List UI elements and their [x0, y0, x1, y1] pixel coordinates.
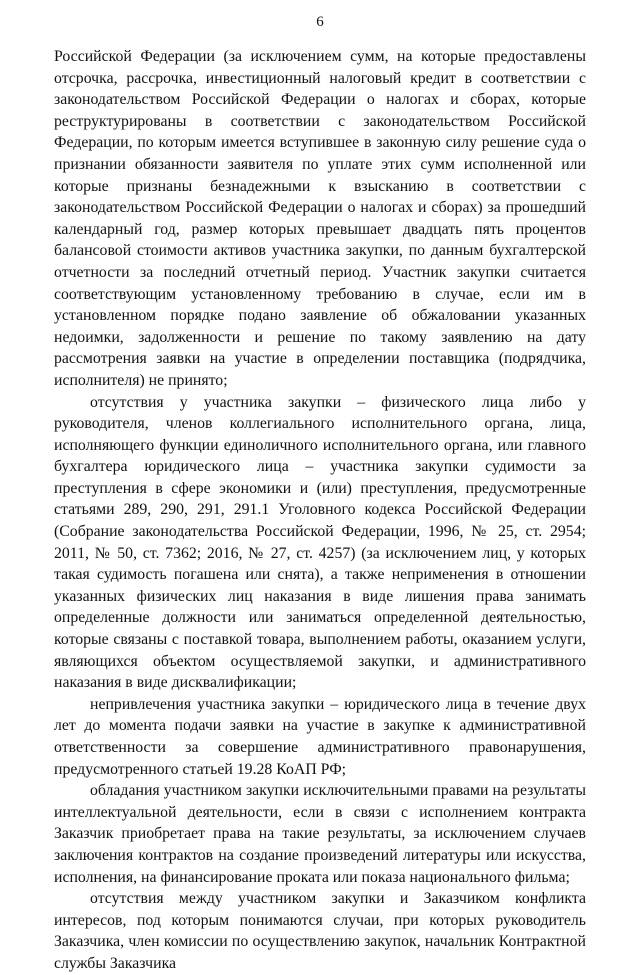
paragraph-no-conflict-of-interest: отсутствия между участником закупки и Заказчиком конфликта интересов, под которым понимаются случаи, при которых руководитель Заказчика, член комиссии по осуществлению закупок, начальник Контрактной службы Заказчика — [54, 890, 586, 972]
document-body — [54, 46, 586, 975]
page-number: 6 — [316, 14, 324, 30]
paragraph-no-criminal-record: отсутствия у участника закупки – физического лица либо у руководителя, членов коллегиального исполнительного органа, лица, исполняющего функции единоличного исполнительного органа, или главного бухгалтера юридического лица – участника закупки судимости за преступления в сфере экономики и (или) преступления, предусмотренные статьями 289, 290, 291, 291.1 Уголовного кодекса Российской Федерации (Собрание законодательства Российской Федерации, 1996, № 25, ст. 2954; 2011, № 50, ст. 7362; 2016, № 27, ст. 4257) (за исключением лиц, у которых такая судимость погашена или снята), а также неприменения в отношении указанных физических лиц наказания в виде лишения права занимать определенные должности или заниматься определенной деятельностью, которые связаны с поставкой товара, выполнением работы, оказанием услуги, являющихся объектом осуществляемой закупки, и административного наказания в виде дисквалификации; — [54, 393, 586, 692]
paragraph-tax-arrears-continuation: Российской Федерации (за исключением сумм, на которые предоставлены отсрочка, рассрочка, инвестиционный налоговый кредит в соответствии с законодательством Российской Федерации о налогах и сборах, которые реструктурированы в соответствии с законодательством Российской Федерации, по которым имеется вступившее в законную силу решение суда о признании обязанности заявителя по уплате этих сумм исполненной или которые признаны безнадежными к взысканию в соответствии с законодательством Российской Федерации о налогах и сборах) за прошедший календарный год, размер которых превышает двадцать пять процентов балансовой стоимости активов участника закупки, по данным бухгалтерской отчетности за последний отчетный период. Участник закупки считается соответствующим установленному требованию в случае, если им в установленном порядке подано заявление об обжаловании указанных недоимки, задолженности и решение по такому заявлению на дату рассмотрения заявки на участие в определении поставщика (подрядчика, исполнителя) не принято; — [54, 48, 586, 389]
paragraph-exclusive-rights: обладания участником закупки исключительными правами на результаты интеллектуальной деятельности, если в связи с исполнением контракта Заказчик приобретает права на такие результаты, за исключением случаев заключения контрактов на создание произведений литературы или искусства, исполнения, на финансирование проката или показа национального фильма; — [54, 782, 586, 886]
paragraph-no-administrative-liability: непривлечения участника закупки – юридического лица в течение двух лет до момента подачи заявки на участие в закупке к административной ответственности за совершение административного правонарушения, предусмотренного статьей 19.28 КоАП РФ; — [54, 695, 586, 778]
